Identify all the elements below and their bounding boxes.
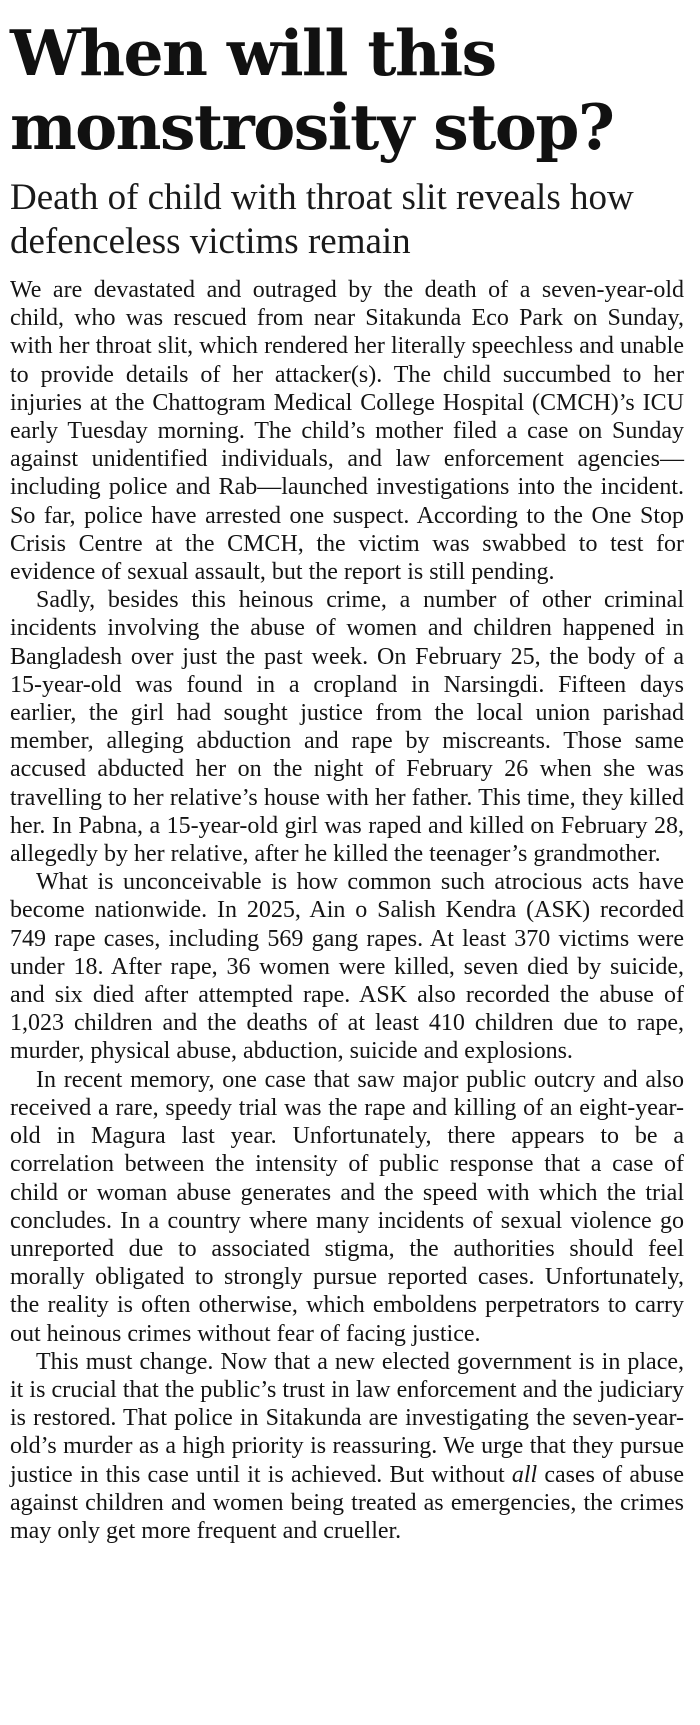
paragraph-4: In recent memory, one case that saw major public outcry and also received a rare, speedy trial was the rape and killing of an eight-year-old in Magura last year. Unfortunately, there appears to be a correlation between the intensity of public response that a case of child or woman abuse generates and the speed with which the trial concludes. In a country where many incidents of sexual violence go unreported due to associated stigma, the authorities should feel morally obligated to strongly pursue reported cases. Unfortunately, the reality is often otherwise, which emboldens perpetrators to carry out heinous crimes without fear of facing justice. [10,1066,684,1347]
paragraph-5 [10,1348,684,1545]
headline: When will this monstrosity stop? [10,16,614,164]
subheadline: Death of child with throat slit reveals how defenceless victims remain [10,177,634,262]
paragraph-5-end: cases of abuse against children and women being treated as emergencies, the crimes may only get more frequent and crueller. [10,1461,684,1544]
paragraph-1: We are devastated and outraged by the death of a seven-year-old child, who was rescued from near Sitakunda Eco Park on Sunday, with her throat slit, which rendered her literally speechless and unable to provide details of her attacker(s). The child succumbed to her injuries at the Chattogram Medical College Hospital (CMCH)’s ICU early Tuesday morning. The child’s mother filed a case on Sunday against unidentified individuals, and law enforcement agencies—including police and Rab—launched investigations into the incident. So far, police have arrested one suspect. According to the One Stop Crisis Centre at the CMCH, the victim was swabbed to test for evidence of sexual assault, but the report is still pending. [10,277,684,586]
paragraph-2: Sadly, besides this heinous crime, a number of other criminal incidents involving the abuse of women and children happened in Bangladesh over just the past week. On February 25, the body of a 15-year-old was found in a cropland in Narsingdi. Fifteen days earlier, the girl had sought justice from the local union parishad member, alleging abduction and rape by miscreants. Those same accused abducted her on the night of February 26 when she was travelling to her relative’s house with her father. This time, they killed her. In Pabna, a 15-year-old girl was raped and killed on February 28, allegedly by her relative, after he killed the teenager’s grandmother. [10,587,684,868]
paragraph-3: What is unconceivable is how common such atrocious acts have become nationwide. In 2025, Ain o Salish Kendra (ASK) recorded 749 rape cases, including 569 gang rapes. At least 370 victims were under 18. After rape, 36 women were killed, seven died by suicide, and six died after attempted rape. ASK also recorded the abuse of 1,023 children and the deaths of at least 410 children due to rape, murder, physical abuse, abduction, suicide and explosions. [10,869,684,1065]
paragraph-5-start: This must change. Now that a new elected government is in place, it is crucial that the public’s trust in law enforcement and the judiciary is restored. That police in Sitakunda are investigating the seven-year-old’s murder as a high priority is reassuring. We urge that they pursue justice in this case until it is achieved. But without [10,1348,684,1488]
article-body [10,276,684,1545]
emphasis-all: all [511,1461,538,1488]
